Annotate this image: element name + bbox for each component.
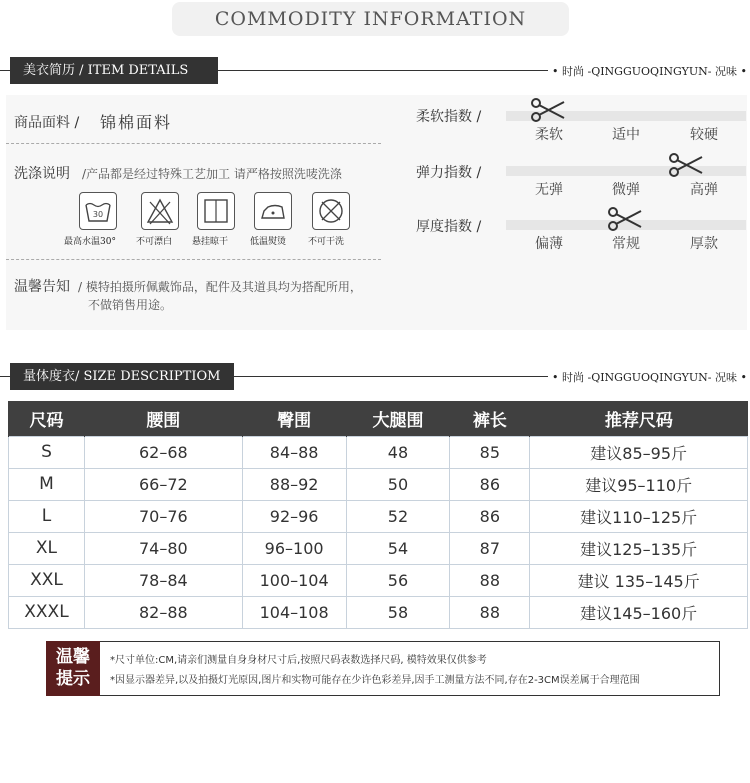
tip-badge-top: 温馨 bbox=[56, 647, 90, 667]
softness-option: 柔软 bbox=[535, 127, 563, 143]
notice-label: 温馨告知 bbox=[14, 279, 70, 295]
table-cell: 48 bbox=[346, 436, 450, 468]
table-row bbox=[9, 596, 748, 628]
table-cell: 82–88 bbox=[84, 596, 242, 628]
table-cell: 88 bbox=[450, 564, 530, 596]
table-cell: 86 bbox=[450, 500, 530, 532]
table-cell: 62–68 bbox=[84, 436, 242, 468]
care-caption: 低温熨烫 bbox=[250, 237, 287, 247]
table-cell: 56 bbox=[346, 564, 450, 596]
table-cell: 96–100 bbox=[242, 532, 346, 564]
wash-label: 洗涤说明 bbox=[14, 166, 70, 182]
table-cell: 建议85–95斤 bbox=[530, 436, 748, 468]
item-details-header: 美衣简历 / ITEM DETAILS bbox=[10, 57, 218, 84]
table-row bbox=[9, 564, 748, 596]
dashed-divider bbox=[6, 143, 381, 144]
brand-tag: • 时尚 -QINGGUOQINGYUN- 况味 • bbox=[548, 63, 750, 79]
thickness-option: 常规 bbox=[612, 236, 640, 252]
scissors-icon bbox=[668, 151, 704, 183]
table-cell: S bbox=[9, 436, 85, 468]
softness-option: 较硬 bbox=[690, 127, 718, 143]
iron-low-icon bbox=[254, 192, 292, 230]
table-cell: 92–96 bbox=[242, 500, 346, 532]
table-cell: 52 bbox=[346, 500, 450, 532]
elasticity-option: 无弹 bbox=[535, 182, 563, 198]
table-cell: 104–108 bbox=[242, 596, 346, 628]
table-cell: 85 bbox=[450, 436, 530, 468]
table-row bbox=[9, 532, 748, 564]
table-cell: 78–84 bbox=[84, 564, 242, 596]
tip-line-1: *尺寸单位:CM,请亲们测量自身身材尺寸后,按照尺码表数选择尺码, 模特效果仅供参考 bbox=[110, 655, 487, 666]
thickness-label: 厚度指数 / bbox=[416, 219, 482, 235]
table-header-row bbox=[9, 401, 748, 436]
dashed-divider bbox=[6, 259, 381, 260]
column-header: 尺码 bbox=[9, 401, 85, 436]
tip-box bbox=[46, 641, 720, 696]
table-cell: XXXL bbox=[9, 596, 85, 628]
table-cell: M bbox=[9, 468, 85, 500]
table-cell: 66–72 bbox=[84, 468, 242, 500]
table-cell: 50 bbox=[346, 468, 450, 500]
table-cell: 建议110–125斤 bbox=[530, 500, 748, 532]
table-cell: 74–80 bbox=[84, 532, 242, 564]
column-header: 裤长 bbox=[450, 401, 530, 436]
brand-tag: • 时尚 -QINGGUOQINGYUN- 况味 • bbox=[548, 369, 750, 385]
table-cell: 100–104 bbox=[242, 564, 346, 596]
elasticity-option: 微弹 bbox=[612, 182, 640, 198]
hang-dry-icon bbox=[197, 192, 235, 230]
tip-badge bbox=[46, 641, 100, 696]
care-caption: 最高水温30° bbox=[64, 237, 116, 247]
wash-description: /产品都是经过特殊工艺加工 请严格按照洗唛洗涤 bbox=[82, 167, 342, 181]
column-header: 臀围 bbox=[242, 401, 346, 436]
thickness-option: 偏薄 bbox=[535, 236, 563, 252]
table-cell: 70–76 bbox=[84, 500, 242, 532]
table-cell: 84–88 bbox=[242, 436, 346, 468]
fabric-value: 锦棉面料 bbox=[100, 113, 173, 132]
care-caption: 悬挂晾干 bbox=[192, 237, 229, 247]
no-dryclean-icon bbox=[312, 192, 350, 230]
table-row bbox=[9, 500, 748, 532]
wash-temp-mark: 30 bbox=[92, 210, 104, 219]
size-table bbox=[8, 401, 748, 629]
table-cell: 建议 135–145斤 bbox=[530, 564, 748, 596]
table-cell: XL bbox=[9, 532, 85, 564]
column-header: 推荐尺码 bbox=[530, 401, 748, 436]
table-cell: 54 bbox=[346, 532, 450, 564]
column-header: 腰围 bbox=[84, 401, 242, 436]
care-caption: 不可漂白 bbox=[136, 237, 173, 247]
table-cell: 86 bbox=[450, 468, 530, 500]
table-cell: 58 bbox=[346, 596, 450, 628]
fabric-label: 商品面料 / bbox=[14, 115, 80, 131]
softness-option: 适中 bbox=[612, 127, 640, 143]
banner-title: COMMODITY INFORMATION bbox=[172, 2, 569, 36]
table-cell: 88 bbox=[450, 596, 530, 628]
tip-line-2: *因显示器差异,以及拍摄灯光原因,图片和实物可能存在少许色彩差异,因手工测量方法不同,存在2-3CM误差属于合理范围 bbox=[110, 675, 640, 686]
column-header: 大腿围 bbox=[346, 401, 450, 436]
elasticity-option: 高弹 bbox=[690, 182, 718, 198]
notice-line-2: 不做销售用途。 bbox=[88, 298, 173, 312]
scissors-icon bbox=[530, 96, 566, 128]
table-cell: 87 bbox=[450, 532, 530, 564]
table-row bbox=[9, 436, 748, 468]
care-caption: 不可干洗 bbox=[308, 237, 345, 247]
table-cell: L bbox=[9, 500, 85, 532]
tip-badge-bottom: 提示 bbox=[56, 669, 90, 689]
thickness-option: 厚款 bbox=[690, 236, 718, 252]
table-cell: 建议95–110斤 bbox=[530, 468, 748, 500]
table-cell: 建议145–160斤 bbox=[530, 596, 748, 628]
no-bleach-icon bbox=[141, 192, 179, 230]
table-cell: 建议125–135斤 bbox=[530, 532, 748, 564]
table-cell: 88–92 bbox=[242, 468, 346, 500]
table-cell: XXL bbox=[9, 564, 85, 596]
table-row bbox=[9, 468, 748, 500]
size-description-header: 量体度衣/ SIZE DESCRIPTIOM bbox=[10, 363, 234, 390]
elasticity-label: 弹力指数 / bbox=[416, 165, 482, 181]
wash-30-icon bbox=[79, 192, 117, 230]
elasticity-scale-bar bbox=[506, 166, 746, 176]
softness-label: 柔软指数 / bbox=[416, 109, 482, 125]
notice-line-1: / 模特拍摄所佩戴饰品，配件及其道具均为搭配所用， bbox=[78, 280, 362, 294]
scissors-icon bbox=[607, 205, 643, 237]
